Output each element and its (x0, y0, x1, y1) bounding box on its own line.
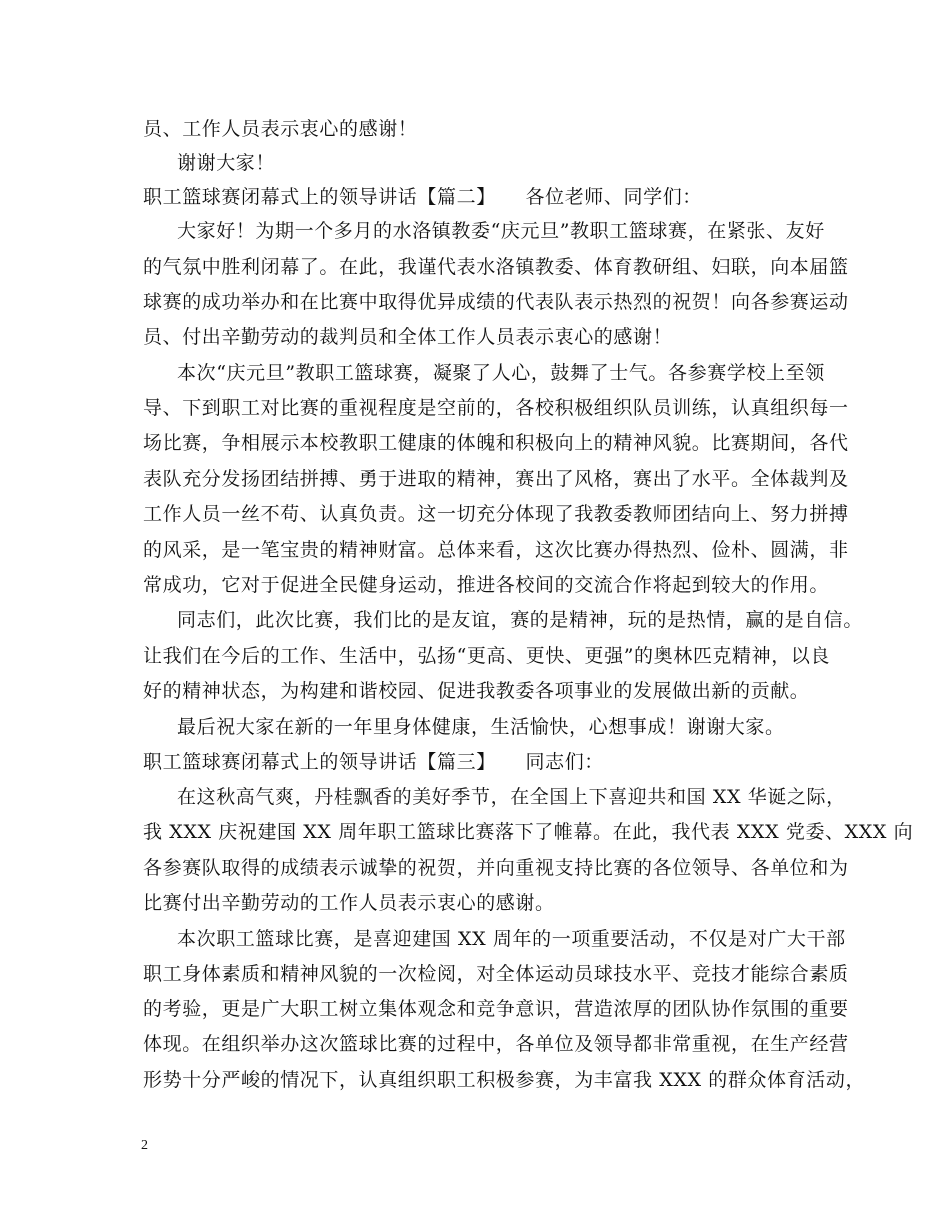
text-line: 工作人员一丝不苟、认真负责。这一切充分体现了我教委教师团结向上、努力拼搏 (143, 503, 849, 525)
text-line: 比赛付出辛勤劳动的工作人员表示衷心的感谢。 (143, 892, 555, 914)
text-line: 我 XXX 庆祝建国 XX 周年职工篮球比赛落下了帷幕。在此，我代表 XXX 党委、XXX 向 (143, 821, 914, 843)
text-line: 最后祝大家在新的一年里身体健康，生活愉快，心想事成！谢谢大家。 (177, 716, 785, 738)
text-line: 谢谢大家！ (177, 152, 276, 174)
text-line: 的气氛中胜利闭幕了。在此，我谨代表水洛镇教委、体育教研组、妇联，向本届篮 (143, 256, 849, 278)
text-line: 职工身体素质和精神风貌的一次检阅，对全体运动员球技水平、竞技才能综合素质 (143, 963, 849, 985)
text-line: 各参赛队取得的成绩表示诚挚的祝贺，并向重视支持比赛的各位领导、各单位和为 (143, 857, 849, 879)
text-line: 在这秋高气爽，丹桂飘香的美好季节，在全国上下喜迎共和国 XX 华诞之际， (177, 786, 846, 808)
text-line: 球赛的成功举办和在比赛中取得优异成绩的代表队表示热烈的祝贺！向各参赛运动 (143, 291, 849, 313)
section-heading: 职工篮球赛闭幕式上的领导讲话【篇二】 各位老师、同学们： (143, 186, 702, 208)
text-line: 常成功，它对于促进全民健身运动，推进各校间的交流合作将起到较大的作用。 (143, 574, 830, 596)
text-line: 本次“庆元旦”教职工篮球赛，凝聚了人心，鼓舞了士气。各参赛学校上至领 (177, 362, 825, 384)
text-line: 体现。在组织举办这次篮球比赛的过程中，各单位及领导都非常重视，在生产经营 (143, 1033, 849, 1055)
text-line: 本次职工篮球比赛，是喜迎建国 XX 周年的一项重要活动，不仅是对广大干部 (177, 928, 846, 950)
text-line: 的考验，更是广大职工树立集体观念和竞争意识，营造浓厚的团队协作氛围的重要 (143, 998, 849, 1020)
text-line: 让我们在今后的工作、生活中，弘扬“更高、更快、更强”的奥林匹克精神，以良 (143, 645, 831, 667)
text-line: 员、付出辛勤劳动的裁判员和全体工作人员表示衷心的感谢！ (143, 326, 673, 348)
text-line: 场比赛，争相展示本校教职工健康的体魄和积极向上的精神风貌。比赛期间，各代 (143, 432, 849, 454)
page-number: 2 (141, 1138, 148, 1153)
section-heading: 职工篮球赛闭幕式上的领导讲话【篇三】 同志们： (143, 751, 604, 773)
text-line: 形势十分严峻的情况下，认真组织职工积极参赛，为丰富我 XXX 的群众体育活动， (143, 1069, 866, 1091)
text-line: 大家好！为期一个多月的水洛镇教委“庆元旦”教职工篮球赛，在紧张、友好 (177, 220, 825, 242)
text-line: 导、下到职工对比赛的重视程度是空前的，各校积极组织队员训练，认真组织每一 (143, 397, 849, 419)
text-line: 员、工作人员表示衷心的感谢！ (143, 118, 418, 140)
text-line: 同志们，此次比赛，我们比的是友谊，赛的是精神，玩的是热情，赢的是自信。 (177, 609, 864, 631)
text-line: 的风采，是一笔宝贵的精神财富。总体来看，这次比赛办得热烈、俭朴、圆满，非 (143, 539, 849, 561)
text-line: 好的精神状态，为构建和谐校园、促进我教委各项事业的发展做出新的贡献。 (143, 680, 810, 702)
text-line: 表队充分发扬团结拼搏、勇于进取的精神，赛出了风格，赛出了水平。全体裁判及 (143, 468, 849, 490)
